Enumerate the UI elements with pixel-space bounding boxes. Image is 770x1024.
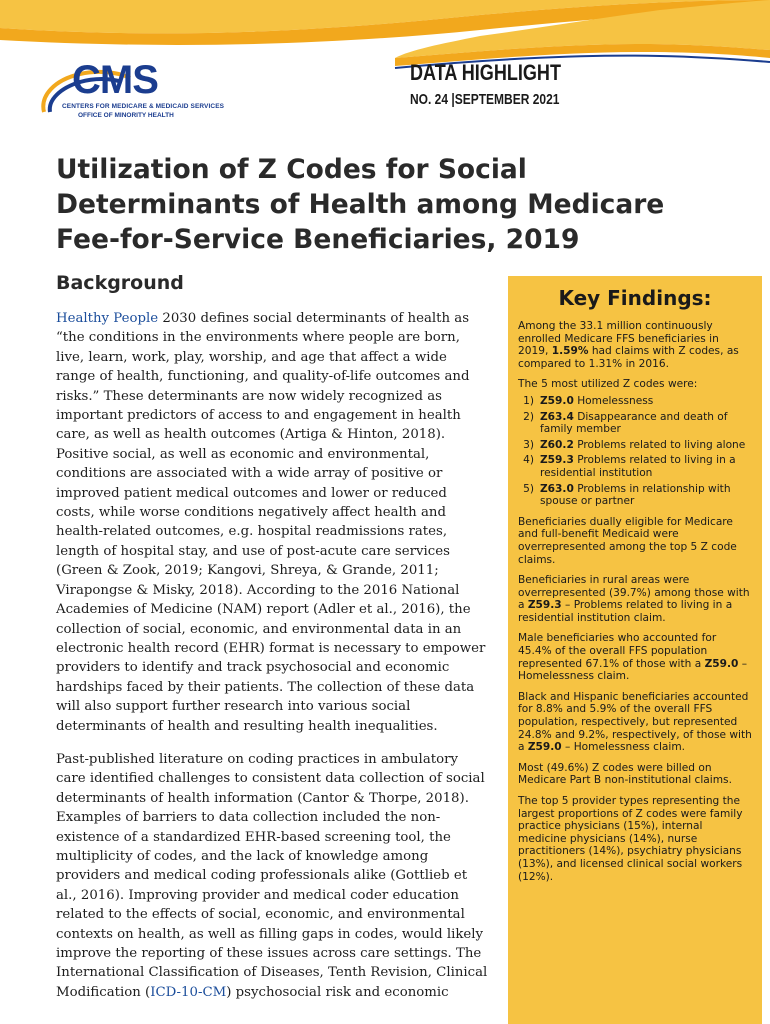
finding-5: Male beneficiaries who accounted for 45.4% of the overall FFS population represented 67.1% of those with a Z59.0 – Homelessness claim. [518, 632, 748, 683]
background-body [56, 309, 488, 1016]
finding-8: The top 5 provider types representing the largest proportions of Z codes were family practice physicians (15%), internal medicine physicians (14%), nurse practitioners (14%), psychiatry physicians (13%), and licensed clinical social workers (12%). [518, 795, 743, 883]
list-item: 5) Z63.0 Problems in relationship with spouse or partner [523, 482, 731, 508]
list-item: 4) Z59.3 Problems related to living in a residential institution [523, 454, 736, 479]
data-highlight-label: DATA HIGHLIGHT [410, 60, 561, 85]
finding-6: Black and Hispanic beneficiaries accounted for 8.8% and 5.9% of the overall FFS population, respectively, but represented 24.8% and 9.2%, respectively, of those with a Z59.0 – Homelessness claim. [518, 690, 752, 754]
key-findings-panel [508, 276, 762, 1024]
background-paragraph-2 [56, 750, 488, 1002]
background-heading: Background [56, 272, 184, 294]
finding-1: Among the 33.1 million continuously enrolled Medicare FFS beneficiaries in 2019, 1.59% had claims with Z codes, as compared to 1.31% in 2016. [518, 320, 739, 370]
list-item: 2) Z63.4 Disappearance and death of family member [523, 410, 728, 436]
finding-3: Beneficiaries dually eligible for Medicare and full-benefit Medicaid were overrepresented among the top 5 Z code claims. [518, 515, 737, 566]
cms-logo-office: OFFICE OF MINORITY HEALTH [78, 112, 174, 119]
icd-10-cm-link[interactable]: ICD-10-CM [150, 984, 227, 1000]
cms-logo-subtitle: CENTERS FOR MEDICARE & MEDICAID SERVICES [62, 103, 225, 110]
top-z-codes-list [518, 395, 752, 508]
paragraph-2-tail: ) psychosocial risk and economic [226, 984, 449, 1000]
cms-logo-text: CMS [72, 58, 158, 102]
page-title: Utilization of Z Codes for Social Determinants of Health among Medicare Fee-for-Service Beneficiaries, 2019 [56, 154, 665, 255]
list-item: 1) Z59.0 Homelessness [523, 394, 654, 407]
background-paragraph-1 [56, 309, 488, 736]
finding-4: Beneficiaries in rural areas were overrepresented (39.7%) among those with a Z59.3 – Problems related to living in a residential institution claim. [518, 574, 750, 624]
paragraph-1-text: 2030 defines social determinants of health as “the conditions in the environments where people are born, live, learn, work, play, worship, and age that affect a wide range of health, functioning, and quality-of-life outcomes and risks.” These determinants are now widely recognized as important predictors of access to and engagement in health care, as well as health outcomes (Artiga & Hinton, 2018). Positive social, as well as economic and environmental, conditions are associated with a wide array of positive or improved patient medical outcomes and lower or reduced costs, while worse conditions negatively affect health and health-related outcomes, e.g. hospital readmissions rates, length of hospital stay, and use of post-acute care services (Green & Zook, 2019; Kangovi, Shreya, & Grande, 2011; Virapongse & Misky, 2018). According to the 2016 National Academies of Medicine (NAM) report (Adler et al., 2016), the collection of social, economic, and environmental data in an electronic health record (EHR) format is necessary to empower providers to identify and track psychosocial and economic hardships faced by their patients. The collection of these data will also support further research into various social determinants of health and resulting health inequalities. [56, 311, 486, 734]
paragraph-2-text: Past-published literature on coding practices in ambulatory care identified challenges to consistent data collection of social determinants of health information (Cantor & Thorpe, 2018). Examples of barriers to data collection included the non-existence of a standardized EHR-based screening tool, the multiplicity of codes, and the lack of knowledge among providers and medical coding professionals alike (Gottlieb et al., 2016). Improving provider and medical coder education related to the effects of social, economic, and environmental contexts on health, as well as filling gaps in codes, would likely improve the reporting of these issues across care settings. The International Classification of Diseases, Tenth Revision, Clinical Modification ( [56, 751, 488, 1000]
key-findings-heading: Key Findings: [558, 286, 712, 310]
issue-number-date: NO. 24 |SEPTEMBER 2021 [410, 91, 560, 108]
healthy-people-link[interactable]: Healthy People [56, 311, 159, 326]
finding-2: The 5 most utilized Z codes were: [518, 378, 698, 391]
finding-7: Most (49.6%) Z codes were billed on Medicare Part B non-institutional claims. [518, 761, 732, 787]
list-item: 3) Z60.2 Problems related to living alone [523, 438, 746, 451]
